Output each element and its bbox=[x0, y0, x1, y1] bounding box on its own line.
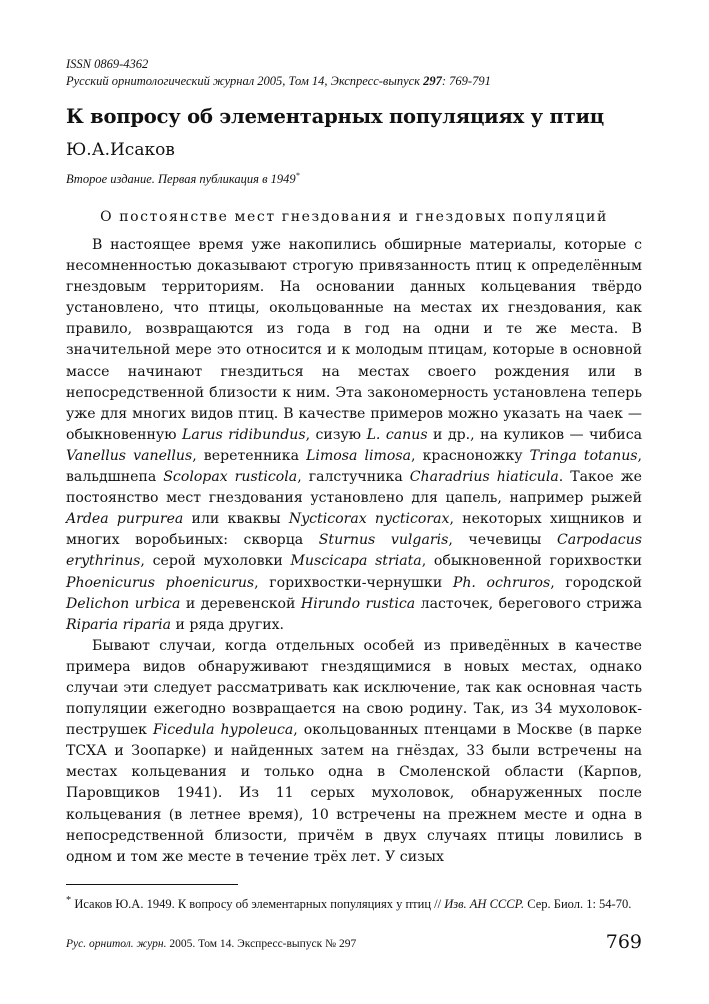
paragraph-text: . Такое же постоянство мест гнездования установлено для цапель, например рыжей bbox=[66, 469, 642, 507]
species-name: Hirundo rustica bbox=[300, 595, 416, 612]
paragraph-text: , окольцованных птенцами в Москве (в парке ТСХА и Зоопарке) и найденных затем на гнёздах, 33 были встречены на местах кольцевания и только одна в Смоленской области (Карпов, Паровщиков 1941). Из 11 серых мухоловок, обнаруженных после кольцевания (в летнее время), 10 встречены на прежнем месте и одна в непосредственной близости, причём в двух случаях птицы ловились в одном и том же месте в течение трёх лет. У сизых bbox=[66, 722, 642, 865]
paragraph-text: , горихвостки-чернушки bbox=[254, 574, 453, 591]
paragraph-text: , сизую bbox=[305, 426, 367, 443]
paragraph-text: ласточек, берегового стрижа bbox=[415, 595, 642, 612]
edition-text: Второе издание. Первая публикация в 1949 bbox=[66, 172, 296, 187]
journal-citation-line bbox=[66, 73, 642, 90]
footnote-text: Исаков Ю.А. 1949. К вопросу об элементарных популяциях у птиц // bbox=[71, 897, 445, 912]
species-name: Ph. ochruros bbox=[452, 574, 551, 591]
paragraph-text: , некоторых хищников и многих воробьиных: скворца bbox=[66, 511, 642, 549]
paragraph-text: , красноножку bbox=[411, 447, 530, 464]
paragraph-text: , галстучника bbox=[297, 469, 410, 486]
species-name: Ardea purpurea bbox=[66, 511, 184, 528]
species-name: Ficedula hypoleuca bbox=[153, 722, 294, 739]
species-name: Charadrius hiaticula bbox=[409, 469, 559, 486]
article-title: К вопросу об элементарных популяциях у птиц bbox=[66, 105, 604, 128]
paragraph-text: , обыкновенной горихвостки bbox=[421, 553, 642, 570]
paragraph-text: и др., на куликов — чибиса bbox=[427, 426, 642, 443]
paragraph-text: , вальдшнепа bbox=[66, 447, 642, 486]
body-paragraph bbox=[66, 235, 642, 636]
paragraph-text: , городской bbox=[550, 574, 642, 591]
journal-header bbox=[66, 56, 642, 90]
journal-citation-prefix: Русский орнитологический журнал 2005, Том 14, Экспресс-выпуск bbox=[66, 74, 424, 88]
paragraph-text: и ряда других. bbox=[171, 616, 285, 633]
article-body bbox=[66, 235, 642, 868]
footnote-reference: * bbox=[295, 171, 300, 180]
journal-citation-suffix: : 769-791 bbox=[441, 74, 491, 88]
species-name: Phoenicurus phoenicurus bbox=[66, 574, 255, 591]
footer-journal: Рус. орнитол. журн. bbox=[66, 938, 167, 950]
species-name: Carpodacus erythrinus bbox=[66, 532, 643, 570]
species-name: Scolopax rusticola bbox=[163, 469, 298, 486]
footer-details: 2005. Том 14. Экспресс-выпуск № 297 bbox=[166, 938, 357, 950]
issn-line: ISSN 0869-4362 bbox=[66, 57, 149, 71]
paragraph-text: или кваквы bbox=[183, 511, 289, 528]
species-name: Riparia riparia bbox=[66, 616, 171, 633]
footnote-divider bbox=[66, 884, 238, 885]
species-name: Sturnus vulgaris bbox=[318, 532, 449, 549]
body-paragraph bbox=[66, 636, 642, 868]
paragraph-text: , чечевицы bbox=[448, 532, 557, 549]
footnote-source: Изв. АН СССР. bbox=[444, 897, 525, 912]
issue-number: 297 bbox=[423, 74, 442, 88]
species-name: Nycticorax nycticorax bbox=[288, 511, 450, 528]
species-name: L. canus bbox=[366, 426, 428, 443]
document-page bbox=[66, 0, 642, 1004]
article-author: Ю.А.Исаков bbox=[66, 140, 175, 160]
paragraph-text: , серой мухоловки bbox=[140, 553, 291, 570]
paragraph-text: и деревенской bbox=[180, 595, 301, 612]
species-name: Vanellus vanellus bbox=[66, 447, 193, 464]
footnote-text-end: Сер. Биол. 1: 54-70. bbox=[524, 897, 632, 912]
footnote-mark: * bbox=[66, 895, 72, 906]
species-name: Muscicapa striata bbox=[290, 553, 422, 570]
page-footer bbox=[66, 936, 642, 952]
paragraph-text: Бывают случаи, когда отдельных особей из приведённых в качестве примера видов обнаруживают гнездящимися в новых местах, однако случаи эти следует рассматривать как исключение, так как основная часть популяции ежегодно возвращается на свою родину. Так, из 34 мухоловок-пеструшек bbox=[66, 637, 642, 739]
species-name: Limosa limosa bbox=[306, 447, 412, 464]
species-name: Larus ridibundus bbox=[181, 426, 306, 443]
paragraph-text: В настоящее время уже накопились обширные материалы, которые с несомненностью доказывают строгую привязанность птиц к определённым гнездовым территориям. На основании данных кольцевания твёрдо установлено, что птицы, окольцованные на местах их гнездования, как правило, возвращаются из года в год на одни и те же места. В значительной мере это относится и к молодым птицам, которые в основной массе начинают гнездиться на местах своего рождения или в непосредственной близости к ним. Эта закономерность установлена теперь уже для многих видов птиц. В качестве примеров можно указать на чаек — обыкновенную bbox=[66, 237, 642, 443]
species-name: Tringa totanus bbox=[529, 447, 638, 464]
section-heading: О постоянстве мест гнездования и гнездовых популяций bbox=[100, 209, 608, 225]
paragraph-text: , веретенника bbox=[192, 447, 307, 464]
footnote bbox=[66, 892, 642, 913]
edition-note bbox=[66, 167, 300, 188]
species-name: Delichon urbica bbox=[66, 595, 181, 612]
page-number: 769 bbox=[605, 931, 642, 953]
